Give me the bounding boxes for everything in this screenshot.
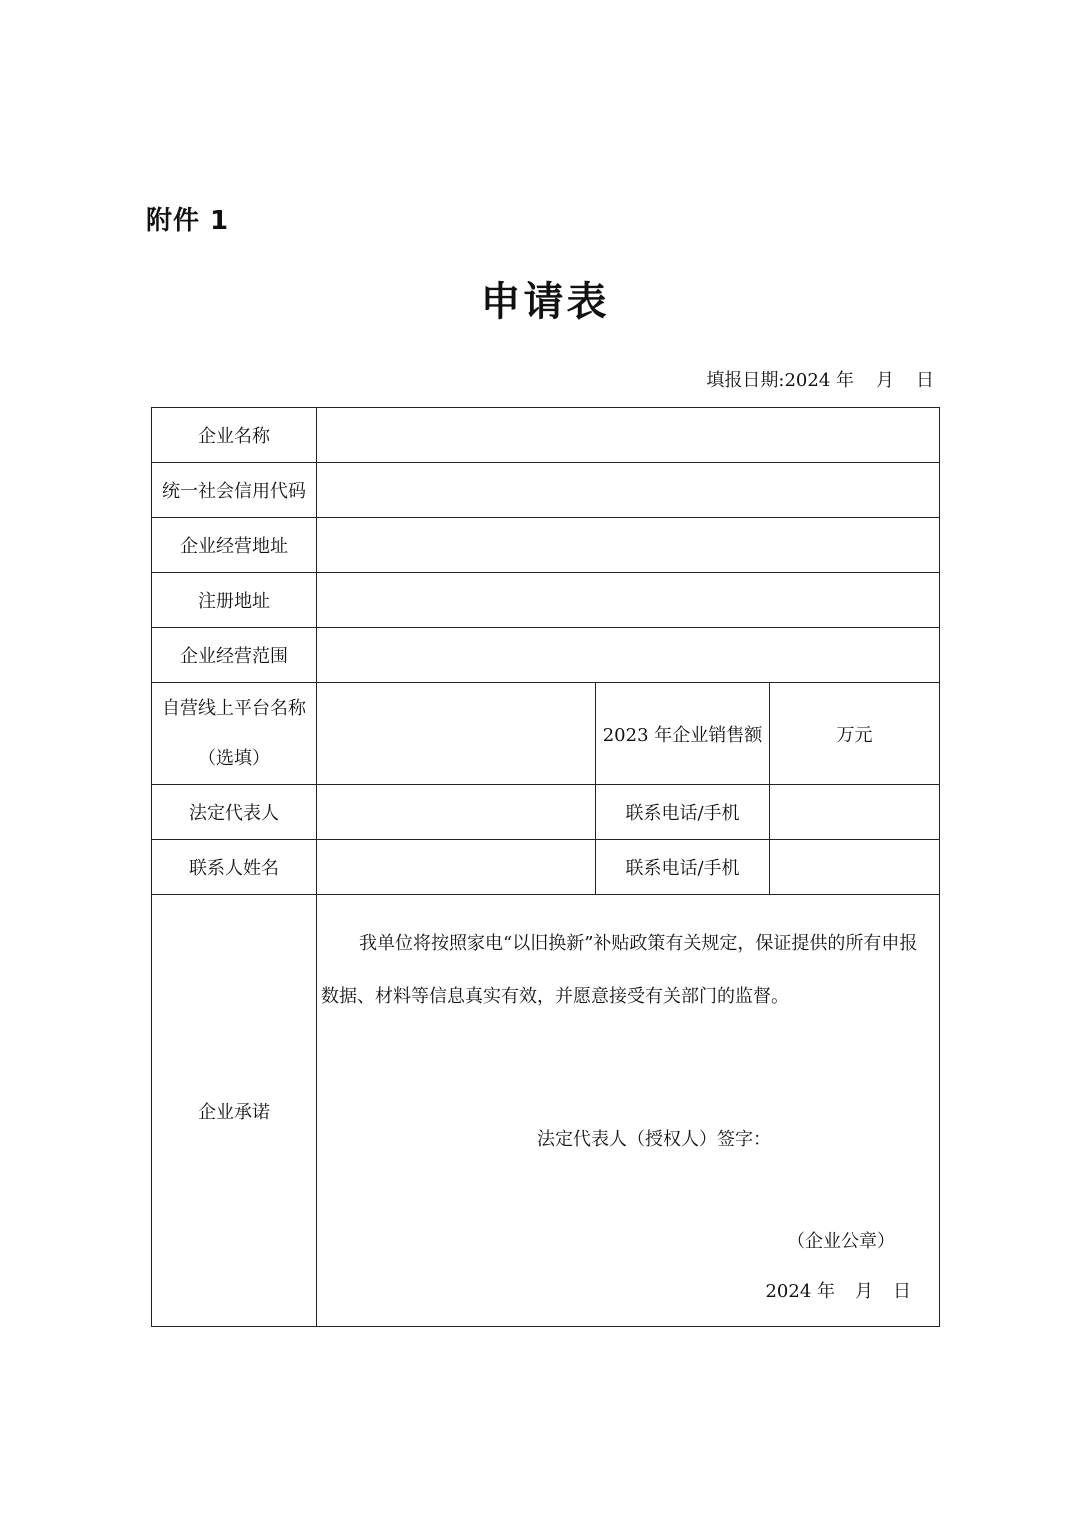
registered-address-field[interactable] xyxy=(317,573,940,628)
row-registered-address xyxy=(152,573,940,628)
registered-address-label: 注册地址 xyxy=(152,573,317,628)
credit-code-field[interactable] xyxy=(317,463,940,518)
row-business-address xyxy=(152,518,940,573)
fill-date xyxy=(706,366,934,392)
row-legal-rep xyxy=(152,785,940,840)
fill-date-label: 填报日期: xyxy=(706,370,785,391)
signature-label[interactable]: 法定代表人（授权人）签字： xyxy=(537,1129,771,1150)
sign-date-year: 2024 年 xyxy=(765,1281,836,1302)
company-name-field[interactable] xyxy=(317,408,940,463)
company-name-label: 企业名称 xyxy=(152,408,317,463)
fill-date-month: 月 xyxy=(876,370,894,391)
legal-rep-label: 法定代表人 xyxy=(152,785,317,840)
sign-date-month: 月 xyxy=(855,1281,874,1302)
row-platform-sales xyxy=(152,683,940,785)
pledge-cell xyxy=(317,895,940,1327)
row-business-scope xyxy=(152,628,940,683)
pledge-text: 我单位将按照家电“以旧换新”补贴政策有关规定，保证提供的所有申报数据、材料等信息真实有效，并愿意接受有关部门的监督。 xyxy=(321,933,918,1007)
row-pledge xyxy=(152,895,940,1327)
platform-label-line2: （选填） xyxy=(198,747,270,769)
row-company-name xyxy=(152,408,940,463)
attachment-label: 附件 1 xyxy=(146,206,230,236)
phone-field-2[interactable] xyxy=(770,840,940,895)
phone-field-1[interactable] xyxy=(770,785,940,840)
sales-label: 2023 年企业销售额 xyxy=(596,683,770,785)
sign-date xyxy=(765,1277,911,1303)
fill-date-day: 日 xyxy=(916,370,934,391)
platform-label xyxy=(152,683,317,785)
platform-label-line1: 自营线上平台名称 xyxy=(162,697,306,719)
row-contact xyxy=(152,840,940,895)
business-address-field[interactable] xyxy=(317,518,940,573)
platform-name-field[interactable] xyxy=(317,683,596,785)
sign-date-day: 日 xyxy=(893,1281,912,1302)
phone-label-2: 联系电话/手机 xyxy=(596,840,770,895)
contact-name-field[interactable] xyxy=(317,840,596,895)
contact-name-label: 联系人姓名 xyxy=(152,840,317,895)
pledge-label: 企业承诺 xyxy=(152,895,317,1327)
business-scope-field[interactable] xyxy=(317,628,940,683)
application-form xyxy=(151,407,940,1327)
fill-date-year: 2024 年 xyxy=(784,370,854,391)
phone-label-1: 联系电话/手机 xyxy=(596,785,770,840)
row-credit-code xyxy=(152,463,940,518)
business-scope-label: 企业经营范围 xyxy=(152,628,317,683)
legal-rep-field[interactable] xyxy=(317,785,596,840)
credit-code-label: 统一社会信用代码 xyxy=(152,463,317,518)
seal-label: （企业公章） xyxy=(787,1231,896,1252)
page-title: 申请表 xyxy=(480,279,610,325)
sales-unit[interactable]: 万元 xyxy=(770,683,940,785)
business-address-label: 企业经营地址 xyxy=(152,518,317,573)
